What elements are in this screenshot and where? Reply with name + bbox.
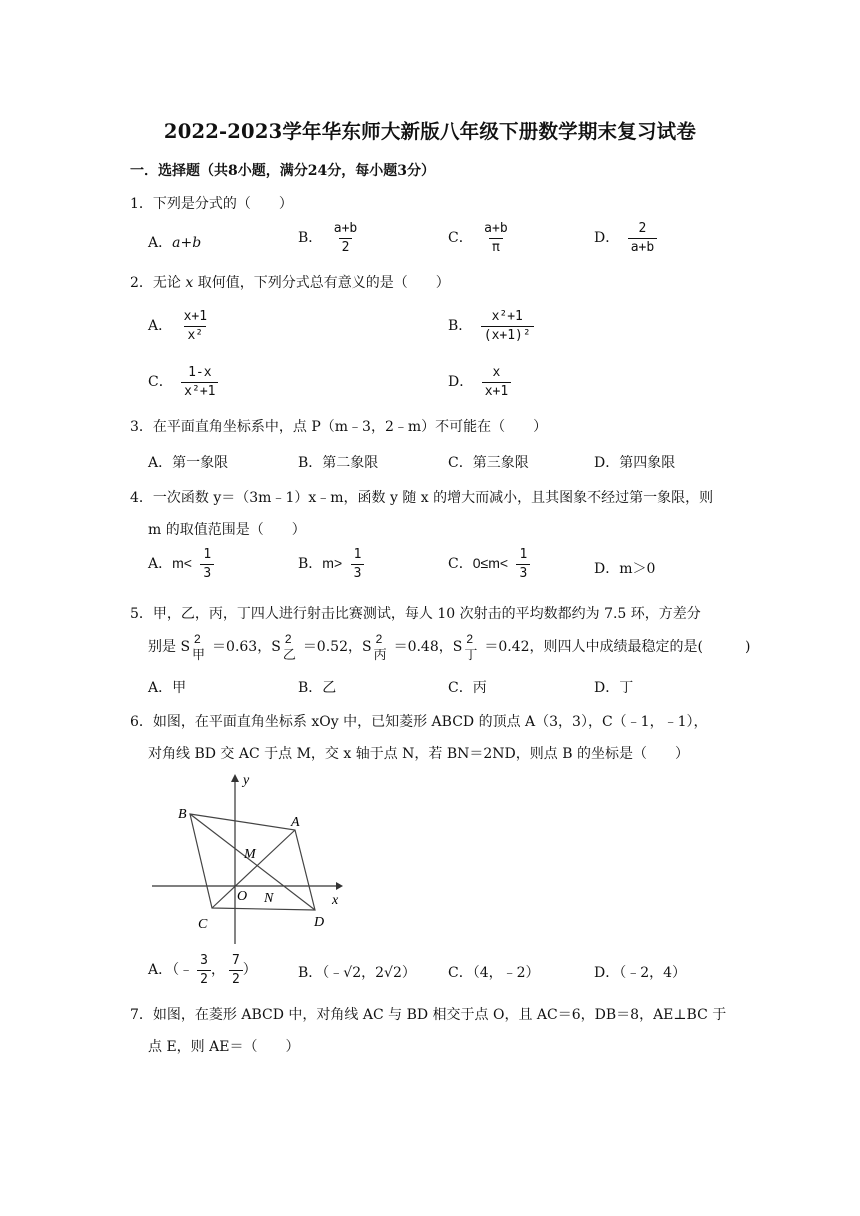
q4-option-a: A．m< $\frac{1}{3}$ [148, 548, 214, 580]
q3-option-b: B．第二象限 [298, 455, 379, 471]
q4-option-b: B．m> $\frac{1}{3}$ [298, 548, 364, 580]
rhombus-figure [150, 770, 346, 946]
fraction: $\frac{1}{3}$ [351, 548, 365, 580]
page-title: 2022-2023学年华东师大新版八年级下册数学期末复习试卷 [163, 120, 697, 143]
q2-option-a: A． $\frac{x+1}{\text{x²}}$ [148, 310, 210, 342]
fraction: $\frac{x+1}{\text{x²}}$ [183, 309, 208, 343]
label-o: O [237, 889, 248, 904]
fraction: $\frac{x}{x+1}$ [482, 366, 511, 398]
label-a: A [291, 815, 300, 830]
q3-option-c: C．第三象限 [448, 455, 529, 471]
q1-option-a: A．a+b [148, 235, 202, 251]
section-heading: 一．选择题（共8小题，满分24分，每小题3分） [130, 163, 435, 179]
question-3-stem: 3．在平面直角坐标系中，点 P（m﹣3，2﹣m）不可能在（ ） [130, 419, 548, 435]
q1-option-d: D． $\frac{2}{a+b}$ [594, 222, 657, 254]
y-axis-arrow [231, 774, 239, 782]
label-c: C [198, 917, 208, 932]
x-axis-arrow [336, 882, 343, 890]
q1-option-b: B． $\frac{a+b}{2}$ [298, 222, 360, 254]
q5-option-b: B．乙 [298, 680, 337, 696]
fraction: $\frac{a+b}{2}$ [333, 221, 358, 255]
q6-option-d: D．（﹣2，4） [594, 965, 687, 981]
question-4-line-2: m 的取值范围是（ ） [148, 522, 306, 538]
q5-option-c: C．丙 [448, 680, 487, 696]
question-5-line-1: 5．甲，乙，丙，丁四人进行射击比赛测试，每人 10 次射击的平均数都约为 7.5 环，方差分 [130, 606, 701, 622]
question-7-line-1: 7．如图，在菱形 ABCD 中，对角线 AC 与 BD 相交于点 O，且 AC＝6，DB＝8，AE⊥BC 于 [130, 1007, 727, 1023]
question-7-line-2: 点 E，则 AE＝（ ） [148, 1039, 300, 1055]
q4-option-d: D．m＞0 [594, 561, 656, 577]
q2-option-b: B． $\frac{\text{x²+1}}{\text{(x+1)²}}$ [448, 310, 534, 342]
q2-option-c: C． $\frac{1-x}{\text{x²+1}}$ [148, 366, 218, 398]
q2-option-d: D． $\frac{x}{x+1}$ [448, 366, 511, 398]
question-4-line-1: 4．一次函数 y＝（3m﹣1）x﹣m，函数 y 随 x 的增大而减小，且其图象不经过第一象限，则 [130, 490, 714, 506]
fraction: $\frac{7}{2}$ [229, 954, 243, 986]
label-y: y [243, 773, 250, 788]
question-5-line-2: 别是 S 2 甲 ＝0.63，S 2 乙 ＝0.52，S 2 丙 ＝0.48，S 2 丁 ＝0.42，则四人中成绩最稳定的是( ) [148, 632, 751, 663]
q5-option-a: A．甲 [148, 680, 187, 696]
fraction: $\frac{a+b}{\pi}$ [484, 221, 508, 255]
question-6-line-2: 对角线 BD 交 AC 于点 M，交 x 轴于点 N，若 BN＝2ND，则点 B 的坐标是（ ） [148, 746, 689, 762]
label-x: x [332, 893, 339, 908]
q5-option-d: D．丁 [594, 680, 634, 696]
q3-option-a: A．第一象限 [148, 455, 229, 471]
question-6-line-1: 6．如图，在平面直角坐标系 xOy 中，已知菱形 ABCD 的顶点 A（3，3），C（﹣1，﹣1）， [130, 714, 708, 730]
fraction: $\frac{1}{3}$ [200, 548, 214, 580]
q1-option-c: C． $\frac{a+b}{\pi}$ [448, 222, 511, 254]
label-d: D [314, 915, 325, 930]
q3-option-d: D．第四象限 [594, 455, 676, 471]
fraction: $\frac{1}{3}$ [516, 548, 530, 580]
fraction: $\frac{1-x}{\text{x²+1}}$ [181, 366, 218, 398]
label-b: B [178, 807, 187, 822]
label-n: N [264, 891, 274, 906]
fraction: $\frac{2}{a+b}$ [628, 222, 657, 254]
label-m: M [244, 847, 256, 862]
fraction: $\frac{\text{x²+1}}{\text{(x+1)²}}$ [481, 310, 534, 342]
question-1-stem: 1．下列是分式的（ ） [130, 196, 293, 212]
question-2-stem: 2．无论 x 取何值，下列分式总有意义的是（ ） [130, 275, 450, 291]
fraction: $\frac{3}{2}$ [197, 954, 211, 986]
diagonal-ac [212, 830, 295, 908]
q6-option-c: C．（4，﹣2） [448, 965, 540, 981]
q6-option-b: B．（﹣√2，2√2） [298, 965, 416, 981]
q4-option-c: C．0≤m< $\frac{1}{3}$ [448, 548, 530, 580]
q6-option-a: A．（﹣ $\frac{3}{2}$ ， $\frac{7}{2}$ ） [148, 953, 257, 987]
